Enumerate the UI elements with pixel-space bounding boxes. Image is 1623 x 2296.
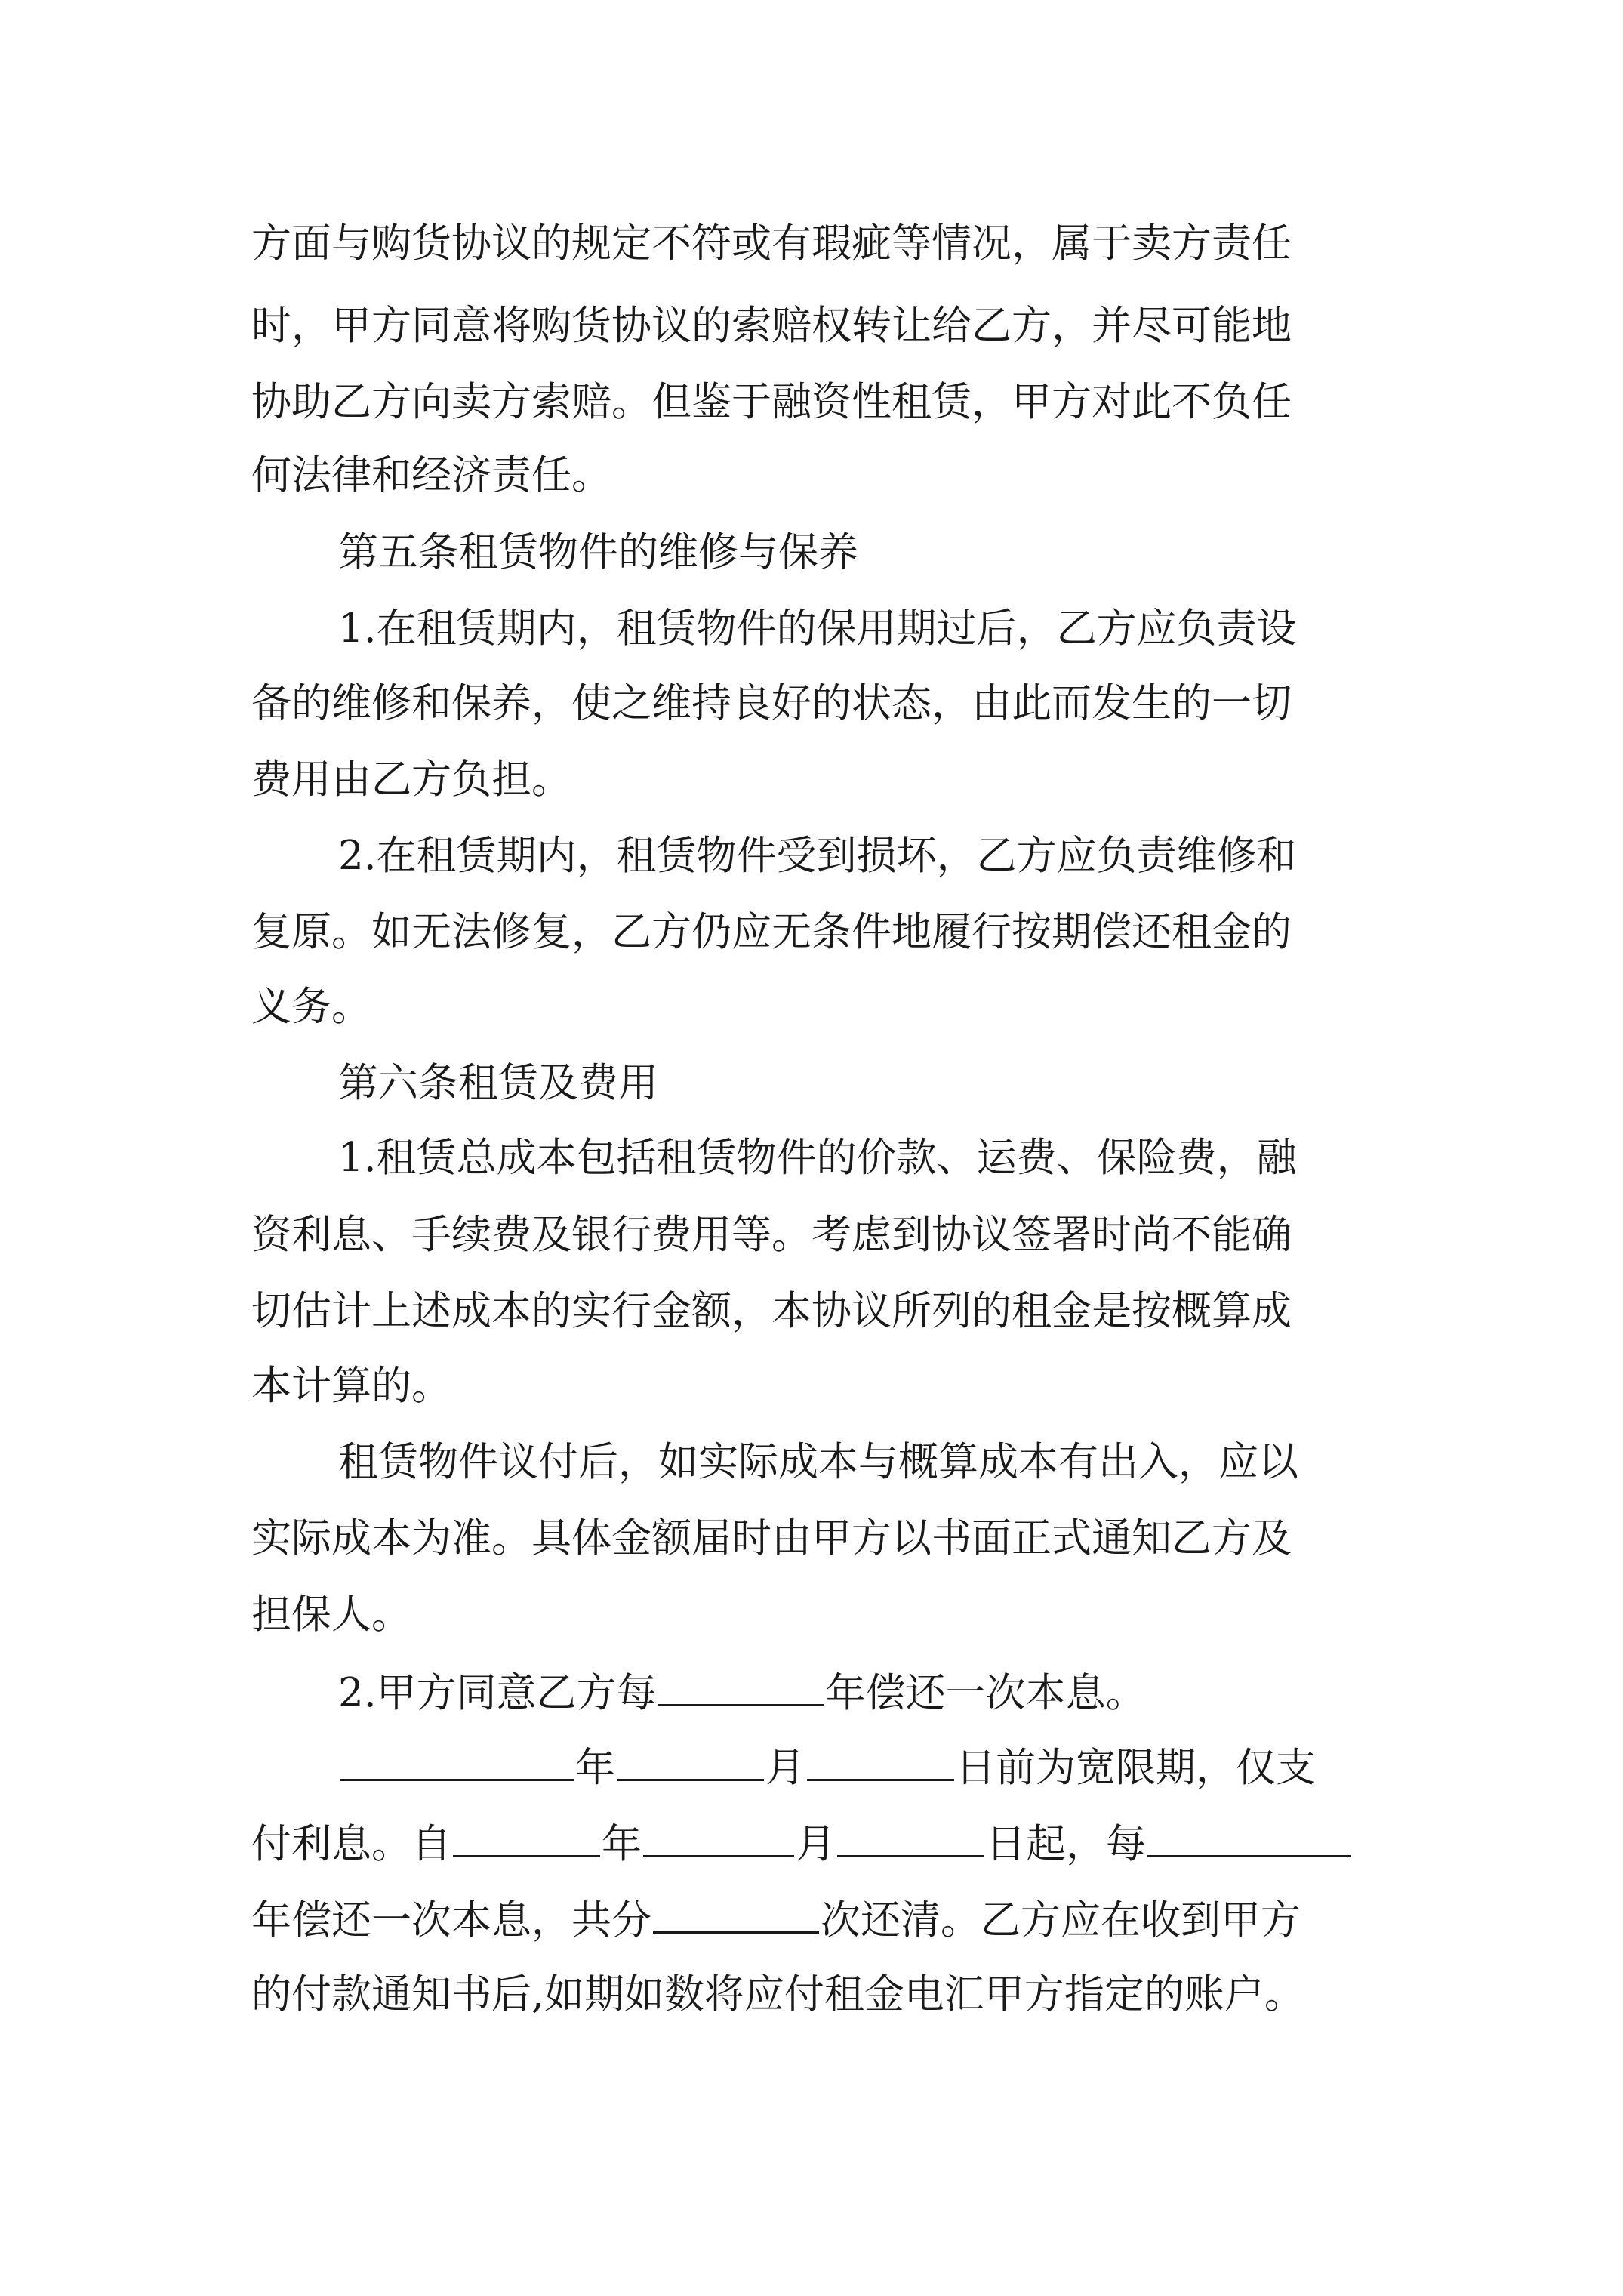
paragraph-line: 本计算的。	[251, 1363, 451, 1409]
fill-line	[251, 1821, 1353, 1867]
blank-field[interactable]	[658, 1671, 824, 1706]
paragraph-line: 1.租赁总成本包括租赁物件的价款、运费、保险费，融	[338, 1135, 1297, 1181]
fill-text: 付利息。自	[251, 1821, 451, 1867]
paragraph-line: 义务。	[251, 984, 371, 1030]
fill-text: 次还清。乙方应在收到甲方	[821, 1897, 1301, 1943]
fill-text: 年	[602, 1821, 642, 1867]
section-heading: 第六条租赁及费用	[338, 1060, 658, 1106]
fill-line	[338, 1670, 1146, 1716]
paragraph-line: 方面与购货协议的规定不符或有瑕疵等情况，属于卖方责任	[251, 220, 1292, 267]
paragraph-line: 费用由乙方负担。	[251, 757, 571, 803]
blank-field[interactable]	[1147, 1822, 1351, 1857]
paragraph-line: 协助乙方向卖方索赔。但鉴于融资性租赁，甲方对此不负任	[251, 379, 1292, 425]
paragraph-line: 租赁物件议付后，如实际成本与概算成本有出入，应以	[338, 1439, 1298, 1485]
paragraph-line: 切估计上述成本的实行金额，本协议所列的租金是按概算成	[251, 1288, 1292, 1334]
paragraph-line: 时，甲方同意将购货协议的索赔权转让给乙方，并尽可能地	[251, 303, 1292, 349]
paragraph-line: 2.在租赁期内，租赁物件受到损坏，乙方应负责维修和	[338, 833, 1297, 879]
blank-field[interactable]	[807, 1746, 954, 1781]
blank-field[interactable]	[643, 1822, 794, 1857]
blank-field[interactable]	[837, 1822, 984, 1857]
fill-line	[338, 1745, 1316, 1791]
paragraph-line: 资利息、手续费及银行费用等。考虑到协议签署时尚不能确	[251, 1212, 1292, 1258]
paragraph-line: 1.在租赁期内，租赁物件的保用期过后，乙方应负责设	[338, 606, 1297, 652]
fill-text: 日起，每	[986, 1821, 1146, 1867]
fill-text: 日前为宽限期，仅支	[956, 1745, 1316, 1791]
blank-field[interactable]	[340, 1746, 574, 1781]
fill-line	[251, 1897, 1301, 1943]
section-heading: 第五条租赁物件的维修与保养	[338, 529, 858, 575]
paragraph-line: 复原。如无法修复，乙方仍应无条件地履行按期偿还租金的	[251, 909, 1292, 955]
fill-text: 年偿还一次本息，共分	[251, 1897, 651, 1943]
paragraph-line: 何法律和经济责任。	[251, 452, 611, 498]
fill-text: 2.甲方同意乙方每	[338, 1670, 657, 1716]
fill-text: 年偿还一次本息。	[825, 1670, 1146, 1716]
fill-text: 年	[575, 1745, 615, 1791]
paragraph-line: 的付款通知书后,如期如数将应付租金电汇甲方指定的账户。	[251, 1971, 1304, 2017]
fill-text: 月	[796, 1821, 836, 1867]
blank-field[interactable]	[453, 1822, 600, 1857]
blank-field[interactable]	[653, 1898, 819, 1934]
paragraph-line: 担保人。	[251, 1592, 411, 1638]
paragraph-line: 备的维修和保养，使之维持良好的状态，由此而发生的一切	[251, 680, 1292, 726]
paragraph-line: 实际成本为准。具体金额届时由甲方以书面正式通知乙方及	[251, 1515, 1292, 1561]
blank-field[interactable]	[617, 1746, 764, 1781]
fill-text: 月	[765, 1745, 805, 1791]
